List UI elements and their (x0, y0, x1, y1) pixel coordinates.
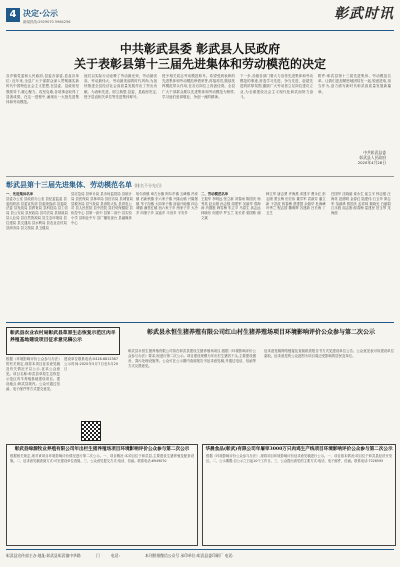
signature-block: 中共彰武县委 彰武县人民政府 2020年4月28日 (357, 150, 386, 165)
list-column (201, 192, 263, 320)
page-number: 4 (6, 8, 20, 22)
notice-box-title: 彰武县农业农村局彰武县草原生态恢复示范区肉羊养殖基地建设项目征求意见稿公示 (6, 327, 120, 355)
bottom-notices (6, 444, 394, 544)
list-heading: 二、劳动模范名单 (201, 192, 229, 196)
article-column: 授予相关同志劳动模范称号。希望受到表彰的先进集体和劳动模范珍惜荣誉,再接再厉,继续发挥模范带头作用,在各自岗位上再创佳绩。全县广大干部群众要以先进集体和劳动模范为榜样,学习他们爱岗敬业、争创一流的精神。 (162, 74, 235, 99)
bottom-notice (6, 444, 198, 546)
masthead (0, 0, 400, 30)
article-column: 下一步,各级各部门要大力宣传先进集体和劳动模范的事迹,营造学习先进、争当先进、赶超先进的浓厚氛围,激励广大劳动者立足岗位建功立业,为全面建设社会主义现代化彰武而努力奋斗。 (240, 74, 313, 99)
footer-mid-a: 门 (95, 553, 100, 558)
footer-mid-b: 电话: (110, 553, 120, 558)
masthead-rule (6, 30, 394, 31)
article-column: 各乡镇党委和人民政府,县委各部委,县直各单位: 近年来,全县广大干部群众深入贯彻落实新时代中国特色社会主义思想,在县委、县政府坚强领导下,凝心聚力、攻坚克难,各项事业取得了显著成绩。在这一进程中,涌现出一大批先进集体和劳动模范。 (6, 74, 79, 105)
lead-article (6, 74, 394, 174)
notice-contact: 建设单位联系电话:0418-6812367 公示时间:2020年5月7日至5月20日 (64, 357, 118, 371)
bottom-notice (202, 444, 396, 546)
bottom-notice-title: 彰武县绿源牧业养殖有限公司年出栏生猪养殖场项目环境影响评价公众参与第二次公示 (14, 447, 190, 452)
list-column (6, 192, 68, 320)
newspaper-brand: 彰武时讯 (334, 6, 394, 22)
footer-right: 本刊照排微信公众号 承印单位:彰武县委印刷厂 电话: (144, 553, 234, 558)
lead-headline-line1: 中共彰武县委 彰武县人民政府 (119, 42, 281, 56)
bottom-notice-title: 华晨食品(彰武)有限公司年屠宰3000万只肉鸡生产线项目环境影响评价公众参与第二次公示 (205, 447, 393, 452)
notice-title: 彰武县永恒生猪养殖有限公司红山村生猪养殖场项目环境影响评价公众参与第二次公示 (146, 329, 375, 336)
footer-left: 彰武县宣传部主办·地址:彰武县彰武镇中华路 (6, 553, 81, 558)
notice-body: 彰武县永恒生猪养殖有限公司拟在彰武县建设生猪养殖场项目,根据《环境影响评价公众参与办法》要求,现进行第二次公示。项目建设规模为年出栏生猪若干头,主要建设猪舍、粪污处理设施等。公众可在公示期内查阅报告书征求意见稿,并通过电话、信函等方式反馈意见。 (128, 349, 256, 368)
honor-list (6, 192, 394, 320)
list-title: 彰武县第十三届先进集体、劳动模范名单 (排名不分先后) (6, 181, 162, 189)
notice-area (6, 322, 394, 443)
list-heading: 一、先进集体名单 (6, 192, 34, 196)
list-column: 哈尔套镇 章古台镇 阿尔乡镇 五峰镇 冯家镇 后新秋镇 东六家子镇 兴隆山镇 兴隆堡镇 苇子沟镇 大四家子镇 前福兴地镇 四合城镇 满堂红镇 西六家子乡 两家子乡 大冷乡 四堡子乡 双庙乡 丰田乡 平安乡 (136, 192, 198, 216)
bottom-notice-body: 根据相关规定,现对该项目环境影响评价情况进行第二次公示。一、项目概况:本项目位于彰武县,主要建设生猪养殖及配套设施。二、征求意见稿查阅方式:可至建设单位查阅。三、公众意见提交方式:电话、信函。联系电话:6949070 (10, 454, 194, 463)
notice-body: 征求意见稿网络链接及查阅纸质报告书方式见建设单位公告。公众意见表可向建设单位索取。征求意见的公众范围为项目周边受影响的居民及单位。 (264, 349, 394, 358)
bottom-notice-body: 根据《环境影响评价公众参与办法》,现将项目环境影响评价征求意见稿进行公示。一、项目基本情况:项目位于彰武县经济开发区。二、公示期限:自公示之日起10个工作日。三、公众提出意见的主要方式:电话、电子邮件、信函。联系电话:7228595 (206, 454, 392, 463)
list-column: 任国华 沈晓丽 姜永生 崔立平 钟志强 汪海英 范德明 金春红 陆建伟 石玉华 廖志军 邹淑珍 熊国庆 孟祥林 秦晓光 白丽娟 江永胜 阎志刚 薛春梅 雷建民 贺玉琴 龙海波 (331, 192, 391, 216)
article-column: 附件:彰武县第十三届先进集体、劳动模范名单。让我们更加紧密地团结在一起,锐意进取,担当作为,奋力谱写新时代彰武高质量发展新篇章。 (318, 74, 391, 94)
list-column: 韩立军 唐志勇 许海燕 邓建平 曹永红 彭志刚 萧玉梅 田宏伟 董学军 袁淑芬 潘立新 于洪波 蒋春梅 蔡建国 余振华 杜海峰 叶秀兰 程志国 魏明辉 苏建新 吕长海 丁玉芝 (266, 192, 326, 216)
page-footer (6, 549, 394, 562)
list-items: 王振华 李明远 张立新 刘春雨 陈国庆 杨秀英 赵永刚 孙志强 周建军 吴丽华 郑海涛 冯德胜 韩雪梅 朱立平 马春生 高志远 林晓东 何建华 罗玉兰 宋长青 梁国栋 谢文斌 (201, 196, 261, 220)
list-column: 县应急局 县审计局 县市场监管局 县统计局 县医保局 县林草局 县信访局 县城管局 县税务局 县气象局 县消防大队 县供电公司 县人民医院 县中医院 县妇幼保健院 县疾控中心 县第一高中 县第二高中 县实验小学 县职业中专 县广播电视台 县融媒体中心 (71, 192, 133, 225)
section-label: 决定·公示 (23, 9, 59, 18)
divider (6, 176, 394, 177)
lead-headline-line2: 关于表彰县第十三届先进集体和劳动模范的决定 (73, 57, 326, 71)
qr-code-icon (81, 421, 101, 441)
list-items: 县委办公室 县政府办公室 县纪委监委 县委组织部 县委宣传部 县委统战部 县委政法委 县发改局 县教育局 县科技局 县工信局 县公安局 县民政局 县司法局 县财政局 县人社局 县自然资源局 县生态环境局 县住建局 县交通局 县水利局 县农业农村局 县商务局 县文旅局 县卫健局 (6, 196, 68, 230)
editor-line: 新闻热线:2929070 5964256 (23, 20, 71, 24)
notice-body: 根据《环境影响评价公众参与办法》的有关规定,现将本项目征求意见稿及有关情况予以公示,征求公众意见。项目名称:彰武县草原生态恢复示范区肉羊养殖基地建设项目。建设地点:彰武县境内。公众可通过信函、电子邮件等方式提交意见。 (6, 357, 60, 391)
article-column: 他们以实际行动诠释了劳动最光荣、劳动最崇高、劳动最伟大、劳动最美丽的时代风尚,为加快推进全县经济社会高质量发展作出了突出贡献。为表彰先进、树立典型,县委、县政府决定,授予县直相关单位等先进集体称号。 (84, 74, 157, 99)
